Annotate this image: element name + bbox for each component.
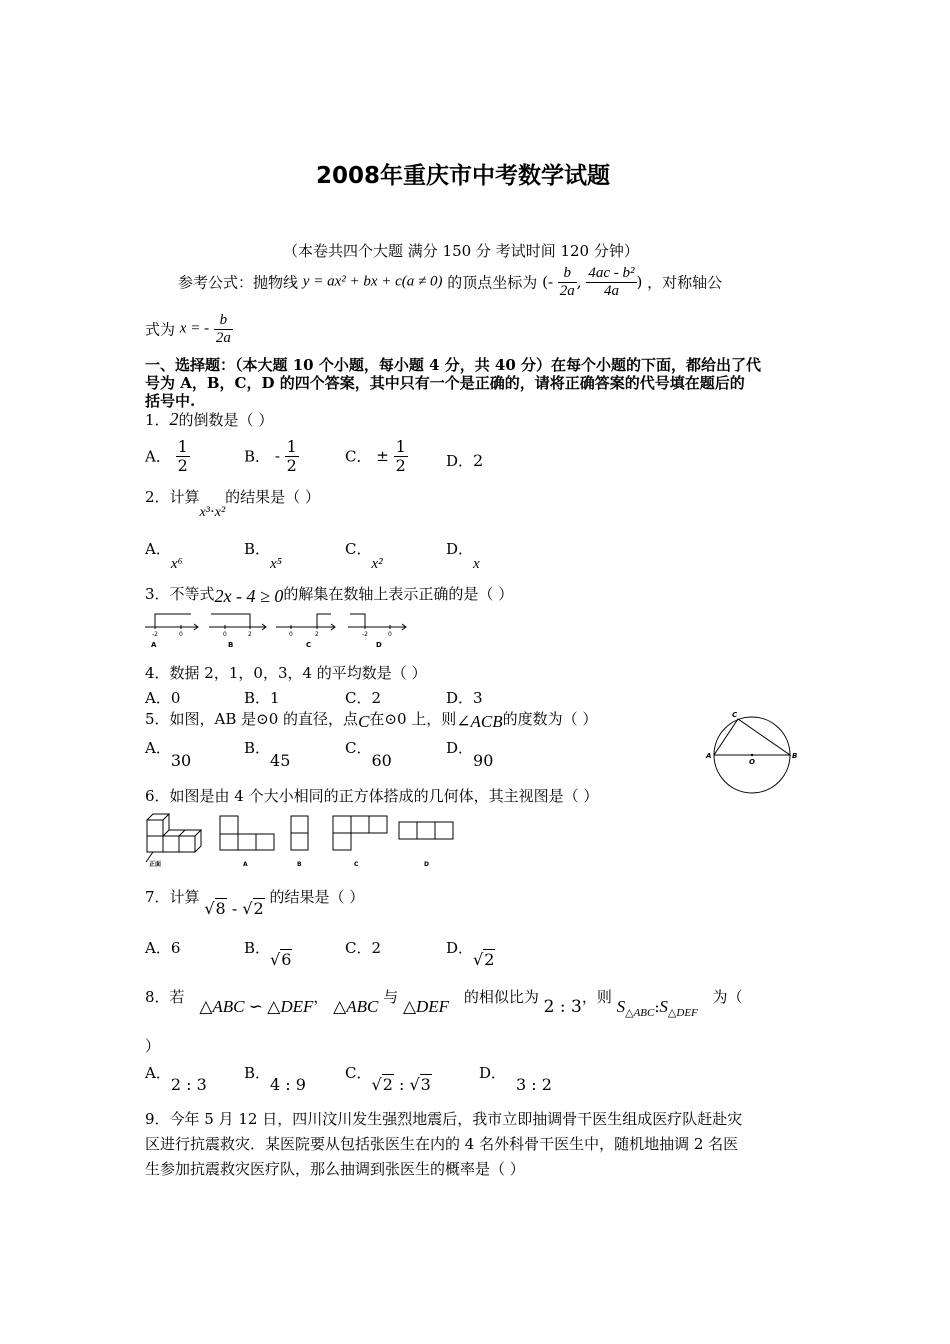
fig-label-a: A [243,861,248,868]
number-line-options [143,608,413,650]
q4-option-d: D．3 [446,689,483,707]
axis-fraction: $\frac{b}{2a}$ [215,312,231,346]
formula-prefix: 参考公式：抛物线 [178,273,299,292]
q2-option-b: B．x⁵ [244,540,282,572]
q5-option-d: D．90 [446,739,494,770]
formula-suffix: ，对称轴公 [647,273,723,292]
q7-option-a: A．6 [145,939,181,957]
q2-option-c: C．x² [345,540,383,572]
q1-option-b: B． - $\frac{1}{2}$ [244,437,297,475]
svg-text:-2: -2 [152,631,158,638]
q4-option-b: B．1 [244,689,280,707]
q7-option-b: B．√6 [244,939,292,969]
question-8: 8．若 △ABC ∽ △DEF， △ABC 与 △DEF 的相似比为 2 : 3，则 $S_{\triangle ABC}:S_{\triangle DEF}$ 为（ [145,988,743,1019]
nl-label-c: C [306,641,312,649]
svg-text:2: 2 [248,631,252,638]
fig-label-a: A [706,752,712,760]
page-title: 2008年重庆市中考数学试题 [316,163,611,189]
question-9-line2: 区进行抗震救灾．某医院要从包括张医生在内的 4 名外科骨干医生中，随机地抽调 2 名医 [145,1135,739,1153]
section1-line3: 括号中. [145,392,196,410]
svg-text:0: 0 [289,631,293,638]
q1-option-c: C． ± $\frac{1}{2}$ [345,437,406,475]
q8-option-b: B．4 : 9 [244,1064,306,1094]
q7-option-c: C．2 [345,939,382,957]
formula-mid: 的顶点坐标为 [447,273,538,292]
vertex-x-fraction: $\frac{b}{2a}$ [559,265,575,299]
section1-line1: 一、选择题：（本大题 10 个小题，每小题 4 分，共 40 分）在每个小题的下面，都给出了代 [145,356,762,374]
formula-line2: 式为 x = - $\frac{b}{2a}$ [145,312,231,346]
q5-option-b: B．45 [244,739,291,770]
svg-text:0: 0 [223,631,227,638]
intro-line: （本卷共四个大题 满分 150 分 考试时间 120 分钟） [283,242,639,260]
question-1: 1．2的倒数是（ ） [145,409,274,429]
cube-figures [143,810,458,872]
fig-label-c: C [732,711,738,719]
q1-option-a: A． $\frac{1}{2}$ [145,437,188,475]
fig-label-d: D [424,861,429,868]
q7-option-d: D．√2 [446,939,495,969]
q5-option-a: A．30 [145,739,192,770]
q5-option-c: C．60 [345,739,392,770]
question-8-close: ） [145,1037,161,1055]
circle-figure [700,705,805,795]
formula-parabola: y = ax² + bx + c(a ≠ 0) [302,273,443,290]
fig-label-b: B [792,752,798,760]
nl-label-b: B [228,641,234,649]
svg-text:-2: -2 [362,631,368,638]
svg-text:2: 2 [315,631,319,638]
question-4: 4．数据 2，1，0，3，4 的平均数是（ ） [145,664,427,682]
q4-option-a: A．0 [145,689,181,707]
question-3: 3．不等式2x - 4 ≥ 0的解集在数轴上表示正确的是（ ） [145,585,514,606]
question-6: 6．如图是由 4 个大小相同的正方体搭成的几何体，其主视图是（ ） [145,787,599,805]
question-9-line1: 9．今年 5 月 12 日，四川汶川发生强烈地震后，我市立即抽调骨干医生组成医疗队赶赴灾 [145,1110,743,1128]
q4-option-c: C．2 [345,689,382,707]
q8-option-a: A．2 : 3 [145,1064,207,1094]
question-5: 5．如图，AB 是⊙0 的直径，点C在⊙0 上，则∠ACB的度数为（ ） [145,710,598,731]
fig-label-b: B [297,861,302,868]
question-2: 2．计算x³⋅x²的结果是（ ） [145,488,320,520]
nl-label-d: D [376,641,382,649]
question-9-line3: 生参加抗震救灾医疗队，那么抽调到张医生的概率是（ ） [145,1160,525,1178]
formula-line: 参考公式：抛物线 y = ax² + bx + c(a ≠ 0) 的顶点坐标为 (- $\frac{b}{2a}$ , $\frac{\text{4ac - b²}}{4a}$ ) ，对称轴公 [178,265,723,299]
nl-label-a: A [151,641,157,649]
q8-option-d: D．3 : 2 [479,1064,552,1094]
svg-text:0: 0 [179,631,183,638]
fig-label-o: O [749,758,755,766]
q2-option-a: A．x⁶ [145,540,183,572]
q1-option-d: D．2 [446,451,484,470]
q8-option-c: C．√2 : √3 [345,1064,431,1094]
svg-text:0: 0 [388,631,392,638]
q2-option-d: D．x [446,540,480,572]
section1-line2: 号为 A，B，C，D 的四个答案，其中只有一个是正确的，请将正确答案的代号填在题后的 [145,374,745,392]
fig-label-c: C [354,861,359,868]
question-7: 7．计算 √8 - √2 的结果是（ ） [145,888,365,918]
vertex-y-fraction: $\frac{\text{4ac - b²}}{4a}$ [588,265,635,299]
fig-label-front: 正面 [149,861,162,868]
